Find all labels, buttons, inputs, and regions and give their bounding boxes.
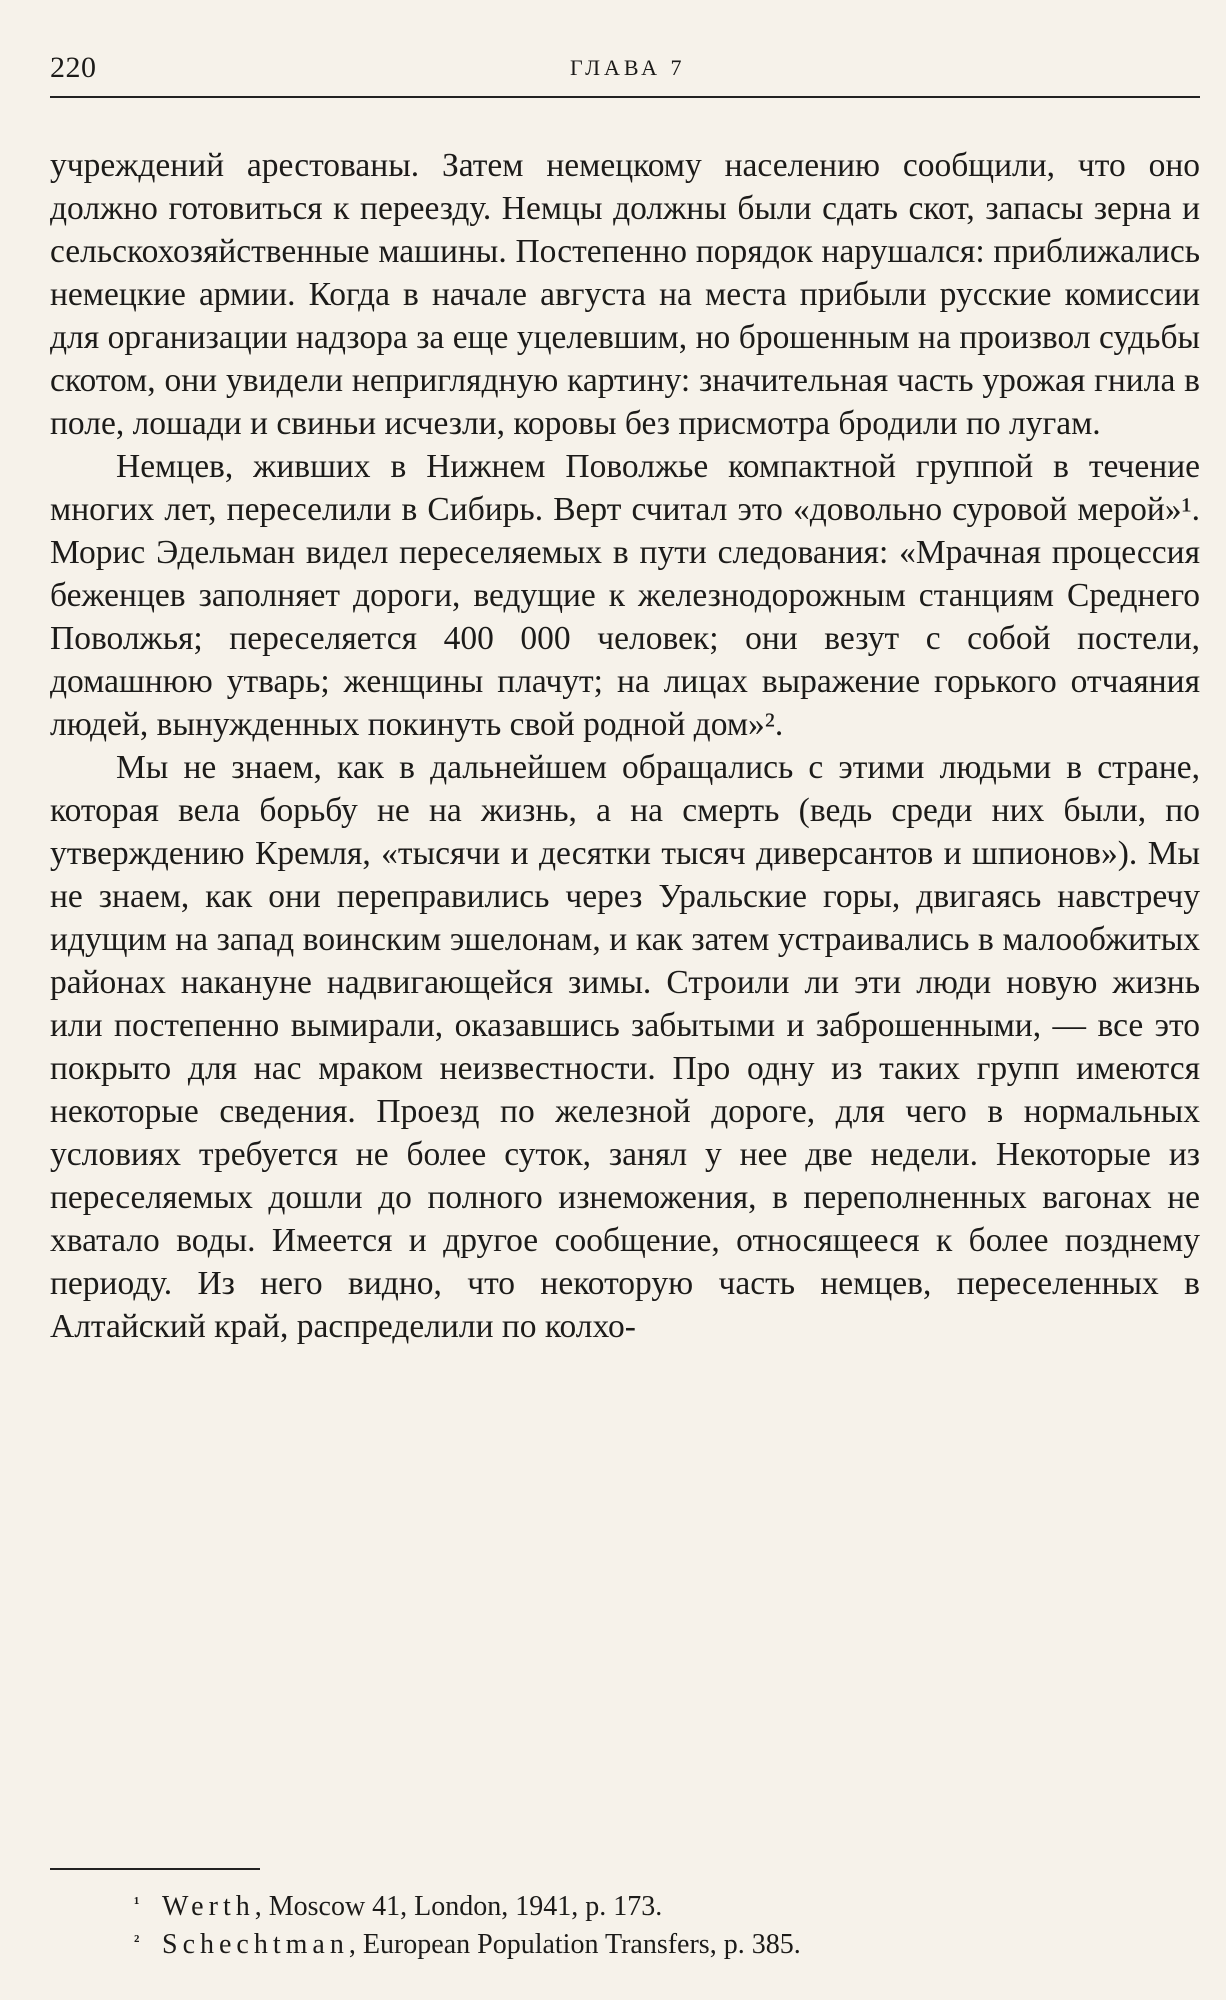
- footnote-text-1: , Moscow 41, London, 1941, p. 173.: [254, 1891, 663, 1922]
- paragraph-1: учреждений арестованы. Затем немецкому населению сообщили, что оно должно готовиться к переезду. Немцы должны были сдать скот, запасы зерна и сельскохозяйственные машины. Постепенно порядок нарушался: приближались немецкие армии. Когда в начале августа на места прибыли русские комиссии для организации надзора за еще уцелевшим, но брошенным на произвол судьбы скотом, они увидели неприглядную картину: значительная часть урожая гнила в поле, лошади и свиньи исчезли, коровы без присмотра бродили по лугам.: [50, 147, 1200, 442]
- page-number: 220: [50, 51, 97, 84]
- footnotes: [50, 1888, 1200, 1964]
- footnote-marker-2: ²: [134, 1931, 140, 1951]
- chapter-title: ГЛАВА 7: [570, 55, 686, 80]
- footnote-author-2: Schechtman: [162, 1929, 349, 1960]
- book-page: [50, 40, 1200, 1980]
- body-text: [50, 144, 1200, 1348]
- footnote-1: [50, 1888, 1200, 1926]
- footnote-2: [50, 1926, 1200, 1964]
- paragraph-3: Мы не знаем, как в дальнейшем обращались с этими людьми в стране, которая вела борьбу не на жизнь, а на смерть (ведь среди них были, по утверждению Кремля, «тысячи и десятки тысяч диверсантов и шпионов»). Мы не знаем, как они переправились через Уральские горы, двигаясь навстречу идущим на запад воинским эшелонам, и как затем устраивались в малообжитых районах накануне надвигающейся зимы. Строили ли эти люди новую жизнь или постепенно вымирали, оказавшись забытыми и заброшенными, — все это покрыто для нас мраком неизвестности. Про одну из таких групп имеются некоторые сведения. Проезд по железной дороге, для чего в нормальных условиях требуется не более суток, занял у нее две недели. Некоторые из переселяемых дошли до полного изнеможения, в переполненных вагонах не хватало воды. Имеется и другое сообщение, относящееся к более позднему периоду. Из него видно, что некоторую часть немцев, переселенных в Алтайский край, распределили по колхо-: [50, 749, 1200, 1345]
- running-head: [50, 48, 1200, 90]
- footnote-marker-1: ¹: [134, 1893, 140, 1913]
- footnote-content-1: [134, 1891, 662, 1922]
- header-rule: [50, 96, 1200, 98]
- footnote-rule: [50, 1868, 260, 1870]
- footnote-author-1: Werth: [162, 1891, 255, 1922]
- footnote-text-2: , European Population Transfers, p. 385.: [348, 1929, 801, 1960]
- footnote-content-2: [134, 1929, 801, 1960]
- paragraph-2: Немцев, живших в Нижнем Поволжье компактной группой в течение многих лет, переселили в Сибирь. Верт считал это «довольно суровой мерой»¹. Морис Эдельман видел переселяемых в пути следования: «Мрачная процессия беженцев заполняет дороги, ведущие к железнодорожным станциям Среднего Поволжья; переселяется 400 000 человек; они везут с собой постели, домашнюю утварь; женщины плачут; на лицах выражение горького отчаяния людей, вынужденных покинуть свой родной дом»².: [50, 448, 1200, 743]
